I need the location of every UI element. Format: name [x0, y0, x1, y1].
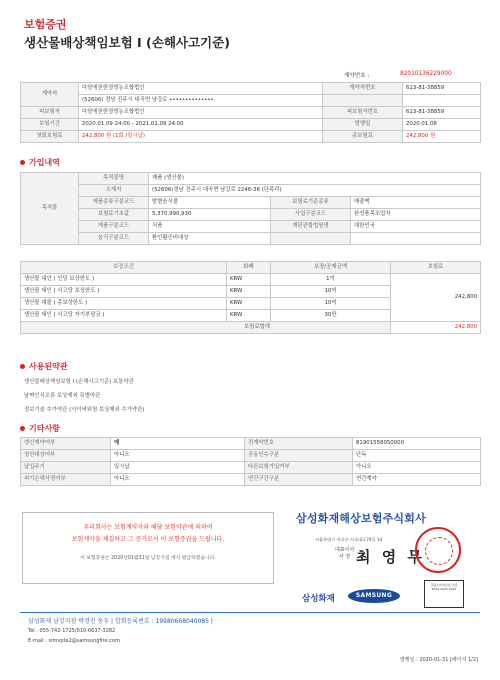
insured-label: 피보험자 — [21, 107, 79, 119]
other-key: 갱신계약여부 — [21, 438, 111, 450]
coverage-currency: KRW — [227, 286, 271, 298]
coverage-condition: 생산물 대인 ( 사고당 자기부담금 ) — [21, 310, 227, 322]
other-value: 일시납 — [111, 462, 245, 474]
contractor-name: 다담에천한경영농조합법인 — [79, 83, 323, 95]
footer-divider — [20, 612, 480, 613]
insured-biz-label: 피보험자번호 — [323, 107, 403, 119]
term-item: 생산물배상책임보험 I (손해사고기준) 보통약관 — [24, 379, 134, 385]
premium-sum: 242,800 — [391, 322, 481, 334]
object-row-key2: 사업구분코드 — [271, 209, 351, 221]
footer-phone: Tel : 055-742-1725/010-6637-3282 — [28, 628, 116, 634]
coverage-premium: 242,800 — [391, 274, 481, 322]
notice-line-2: 보험계약을 체결하고 그 증거로서 이 보험증권을 드립니다. — [71, 536, 225, 543]
object-row-value: (52606)경남 진주시 대곡면 남강로 2246-36 (단목리) — [149, 185, 481, 197]
premium-label: 첫회보험료 — [21, 131, 79, 143]
document-title: 생산물배상책임보험 I (손해사고기준) — [24, 35, 230, 50]
coverage-currency: KRW — [227, 274, 271, 286]
footer-email: E-mail : simvpte2@samsungfire.com — [28, 638, 120, 644]
other-value2: 연간계약 — [353, 474, 481, 486]
other-key: 청산대상여부 — [21, 450, 111, 462]
other-value2: 아니오 — [353, 462, 481, 474]
company-name: 삼성화재해상보험주식회사 — [296, 512, 426, 525]
coverage-condition: 생산물 대물 ( 총보상한도 ) — [21, 298, 227, 310]
table-row — [21, 450, 481, 462]
period-label: 보험기간 — [21, 119, 79, 131]
document-label: 보험증권 — [24, 18, 67, 31]
other-key: 납입주기 — [21, 462, 111, 474]
other-value: 예 — [111, 438, 245, 450]
object-row-key: 보험료기초값 — [79, 209, 149, 221]
coverage-currency: KRW — [227, 298, 271, 310]
object-row-value: 5,370,990,930 — [149, 209, 271, 221]
date-label: 발행일 — [323, 119, 403, 131]
ceo-name: 최 영 무 — [356, 548, 425, 566]
object-row-key: 음식구분코드 — [79, 233, 149, 245]
premium-sum-label: 보험료합계 — [21, 322, 391, 334]
coverage-header: 보험료 — [391, 262, 481, 274]
insured-name: 다담에천한경영농조합법인 — [79, 107, 323, 119]
coverage-amount: 10억 — [271, 286, 391, 298]
table-row — [21, 438, 481, 450]
term-item: 정보기술 추가약관 (사이버위험 보상제외 추가약관) — [24, 407, 145, 413]
other-value2: 81901558050000 — [353, 438, 481, 450]
object-row-value2: 매출액 — [351, 197, 481, 209]
coverage-amount: 1억 — [271, 274, 391, 286]
other-key2: 전계약번호 — [245, 438, 353, 450]
coverage-currency: KRW — [227, 310, 271, 322]
company-address: 서울특별시 서초구 서초대로74길 14 — [315, 537, 383, 542]
coverage-section-title: 가입내역 — [29, 158, 60, 167]
notice-line-1: 우리회사는 보험계약자와 해당 보험약관에 의하여 — [83, 524, 213, 531]
coverage-table — [20, 261, 480, 334]
issuance-notice — [22, 512, 274, 584]
object-row-value: 발변음식물 — [149, 197, 271, 209]
footer-agent-line: 삼성화재 남강지점 박경진 동우 | 합회등록번호 : 19980668040085 | — [28, 618, 213, 625]
coverage-amount: 10억 — [271, 298, 391, 310]
object-row-value2: 대한민국 — [351, 221, 481, 233]
other-value: 아니오 — [111, 474, 245, 486]
contractor-address: (52606) 경남 진주시 대곡면 남강로 •••••••••••••• — [79, 95, 323, 107]
ceo-title-line2: 사 장 — [339, 554, 351, 560]
bullet-icon — [20, 364, 25, 369]
object-table — [20, 172, 480, 245]
coverage-section-heading — [20, 157, 60, 168]
other-section-title: 기타사항 — [29, 424, 60, 433]
total-label: 총보험료 — [323, 131, 403, 143]
bullet-icon — [20, 160, 25, 165]
company-seal-icon — [415, 527, 461, 573]
coverage-header: 보장/공제금액 — [271, 262, 391, 274]
other-key2: 공동인수구분 — [245, 450, 353, 462]
period: 2020.01.09 24:00 - 2021.01.09 24:00 — [79, 119, 323, 131]
notice-line-3: 이 보험증권은 2020년01월31일 남강지점 에서 발급하였습니다. — [80, 556, 216, 561]
policy-number-label: 계약번호 : — [344, 73, 370, 79]
object-row-value: 식품 — [149, 221, 271, 233]
other-value2: 단독 — [353, 450, 481, 462]
object-row-value: 환인활증비대상 — [149, 233, 271, 245]
total: 242,800 원 — [403, 131, 481, 143]
object-row-key: 제품구분코드 — [79, 221, 149, 233]
other-table — [20, 437, 480, 486]
samsung-logo: SAMSUNG — [348, 589, 400, 603]
table-row — [21, 462, 481, 474]
brand-name: 삼성화재 — [302, 594, 335, 604]
coverage-amount: 30만 — [271, 310, 391, 322]
object-row-key2: 보험료기준종류 — [271, 197, 351, 209]
object-row-value: 제품 (생산물) — [149, 173, 481, 185]
object-row-key: 목적물명 — [79, 173, 149, 185]
object-row-key: 소재지 — [79, 185, 149, 197]
object-row-key: 제품종류구분코드 — [79, 197, 149, 209]
coverage-header: 보장조건 — [21, 262, 227, 274]
table-row — [21, 474, 481, 486]
premium: 242,800 원 (1회 /일시납) — [79, 131, 323, 143]
table-row — [21, 274, 481, 286]
other-key: 피기손해사정여부 — [21, 474, 111, 486]
ceo-title — [335, 547, 354, 561]
coverage-condition: 생산물 대인 ( 사고당 보상한도 ) — [21, 286, 227, 298]
term-item: 날짜인식오류 보상제외 특별약관 — [24, 393, 101, 399]
parties-table — [20, 82, 480, 143]
other-key2: 연간구간구분 — [245, 474, 353, 486]
date: 2020.01.08 — [403, 119, 481, 131]
policy-number: 82010136229000 — [400, 71, 452, 77]
contractor-biz: 613-81-38859 — [403, 83, 481, 95]
other-section-heading — [20, 423, 60, 434]
coverage-condition: 생산물 대인 ( 인당 보상한도 ) — [21, 274, 227, 286]
ceo-title-line1: 대표이사 — [335, 547, 355, 553]
other-key2: 다른보험가입여부 — [245, 462, 353, 474]
object-row-key2: 재판관할법원명 — [271, 221, 351, 233]
other-value: 아니오 — [111, 450, 245, 462]
insured-biz: 613-81-38859 — [403, 107, 481, 119]
object-label: 목적물 — [21, 173, 79, 245]
issue-date-page: 발행일 : 2020-01-31 [페이지 1/2] — [399, 657, 478, 663]
object-row-value2: 완성품목조업자 — [351, 209, 481, 221]
terms-section-title: 사용된약관 — [29, 362, 68, 371]
certification-stamp: 금융소비자보호 인증 2019 2020 2021 — [424, 580, 464, 608]
contractor-label: 계약자 — [21, 83, 79, 107]
contractor-biz-label: 계약자번호 — [323, 83, 403, 95]
terms-section-heading — [20, 361, 68, 372]
coverage-header: 화폐 — [227, 262, 271, 274]
bullet-icon — [20, 426, 25, 431]
